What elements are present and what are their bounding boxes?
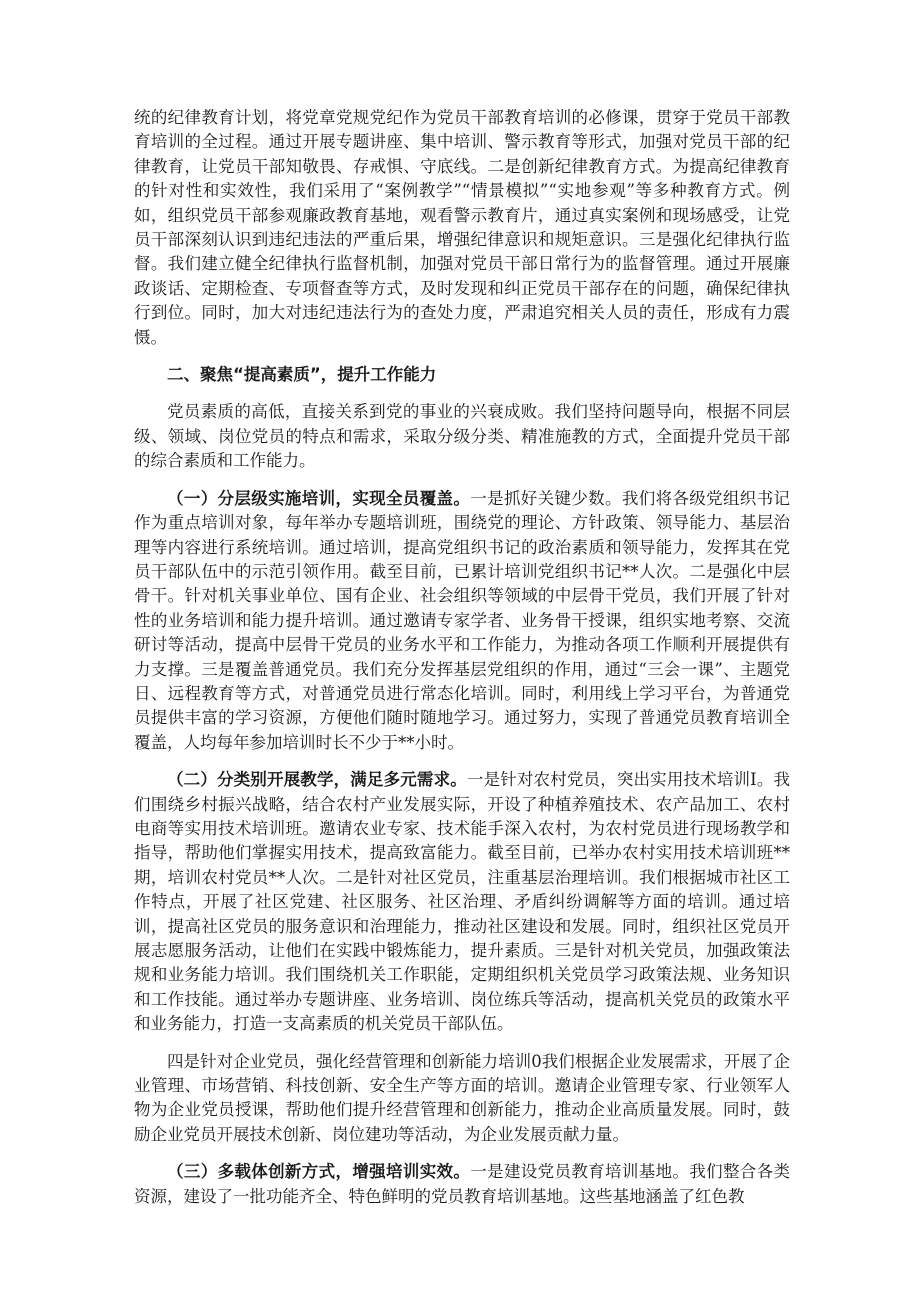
innovative-methods-body: 一是建设党员教育培训基地。我们整合各类资源，建设了一批功能齐全、特色鲜明的党员教育培训基地。这些基地涵盖了红色教 <box>134 1162 791 1206</box>
paragraph-tiered-training <box>134 487 790 755</box>
paragraph-discipline-education: 统的纪律教育计划，将党章党规党纪作为党员干部教育培训的必修课，贯穿于党员干部教育培训的全过程。通过开展专题讲座、集中培训、警示教育等形式，加强对党员干部的纪律教育，让党员干部知敬畏、存戒惧、守底线。二是创新纪律教育方式。为提高纪律教育的针对性和实效性，我们采用了“案例教学”“情景模拟”“实地参观”等多种教育方式。例如，组织党员干部参观廉政教育基地，观看警示教育片，通过真实案例和现场感受，让党员干部深刻认识到违纪违法的严重后果，增强纪律意识和规矩意识。三是强化纪律执行监督。我们建立健全纪律执行监督机制，加强对党员干部日常行为的监督管理。通过开展廉政谈话、定期检查、专项督查等方式，及时发现和纠正党员干部存在的问题，确保纪律执行到位。同时，加大对违纪违法行为的查处力度，严肃追究相关人员的责任，形成有力震慑。 <box>134 108 790 347</box>
tiered-training-body: 一是抓好关键少数。我们将各级党组织书记作为重点培训对象，每年举办专题培训班，围绕党的理论、方针政策、领导能力、基层治理等内容进行系统培训。通过培训，提高党组织书记的政治素质和领导能力，发挥其在党员干部队伍中的示范引领作用。截至目前，已累计培训党组织书记**人次。二是强化中层骨干。针对机关事业单位、国有企业、社会组织等领域的中层骨干党员，我们开展了针对性的业务培训和能力提升培训。通过邀请专家学者、业务骨干授课，组织实地考察、交流研讨等活动，提高中层骨干党员的业务水平和工作能力，为推动各项工作顺利开展提供有力支撑。三是覆盖普通党员。我们充分发挥基层党组织的作用，通过“三会一课”、主题党日、远程教育等方式，对普通党员进行常态化培训。同时，利用线上学习平台，为普通党员提供丰富的学习资源，方便他们随时随地学习。通过努力，实现了普通党员教育培训全覆盖，人均每年参加培训时长不少于**小时。 <box>134 488 791 752</box>
subheading-tiered-training: （一）分层级实施培训，实现全员覆盖。 <box>167 488 471 508</box>
paragraph-category-teaching <box>134 768 790 1036</box>
category-teaching-body: 一是针对农村党员，突出实用技术培训I。我们围绕乡村振兴战略，结合农村产业发展实际，开设了种植养殖技术、农产品加工、农村电商等实用技术培训班。邀请农业专家、技术能手深入农村，为农村党员进行现场教学和指导，帮助他们掌握实用技术，提高致富能力。截至目前，已举办农村实用技术培训班**期，培训农村党员**人次。二是针对社区党员，注重基层治理培训。我们根据城市社区工作特点，开展了社区党建、社区服务、社区治理、矛盾纠纷调解等方面的培训。通过培训，提高社区党员的服务意识和治理能力，推动社区建设和发展。同时，组织社区党员开展志愿服务活动，让他们在实践中锻炼能力，提升素质。三是针对机关党员，加强政策法规和业务能力培训。我们围绕机关工作职能，定期组织机关党员学习政策法规、业务知识和工作技能。通过举办专题讲座、业务培训、岗位练兵等活动，提高机关党员的政策水平和业务能力，打造一支高素质的机关党员干部队伍。 <box>134 770 790 1034</box>
subheading-category-teaching: （二）分类别开展教学，满足多元需求。 <box>167 770 467 790</box>
paragraph-innovative-methods <box>134 1160 790 1209</box>
subheading-innovative-methods: （三）多载体创新方式，增强培训实效。 <box>167 1162 471 1182</box>
paragraph-quality-intro: 党员素质的高低，直接关系到党的事业的兴衰成败。我们坚持问题导向，根据不同层级、领域、岗位党员的特点和需求，采取分级分类、精准施教的方式，全面提升党员干部的综合素质和工作能力。 <box>134 402 790 471</box>
paragraph-enterprise-members: 四是针对企业党员，强化经营管理和创新能力培训0我们根据企业发展需求，开展了企业管理、市场营销、科技创新、安全生产等方面的培训。邀请企业管理专家、行业领军人物为企业党员授课，帮助他们提升经营管理和创新能力，推动企业高质量发展。同时，鼓励企业党员开展技术创新、岗位建功等活动，为企业发展贡献力量。 <box>134 1051 790 1144</box>
section-heading-improve-quality: 二、聚焦“提高素质”，提升工作能力 <box>167 365 437 385</box>
document-page <box>134 106 790 1222</box>
